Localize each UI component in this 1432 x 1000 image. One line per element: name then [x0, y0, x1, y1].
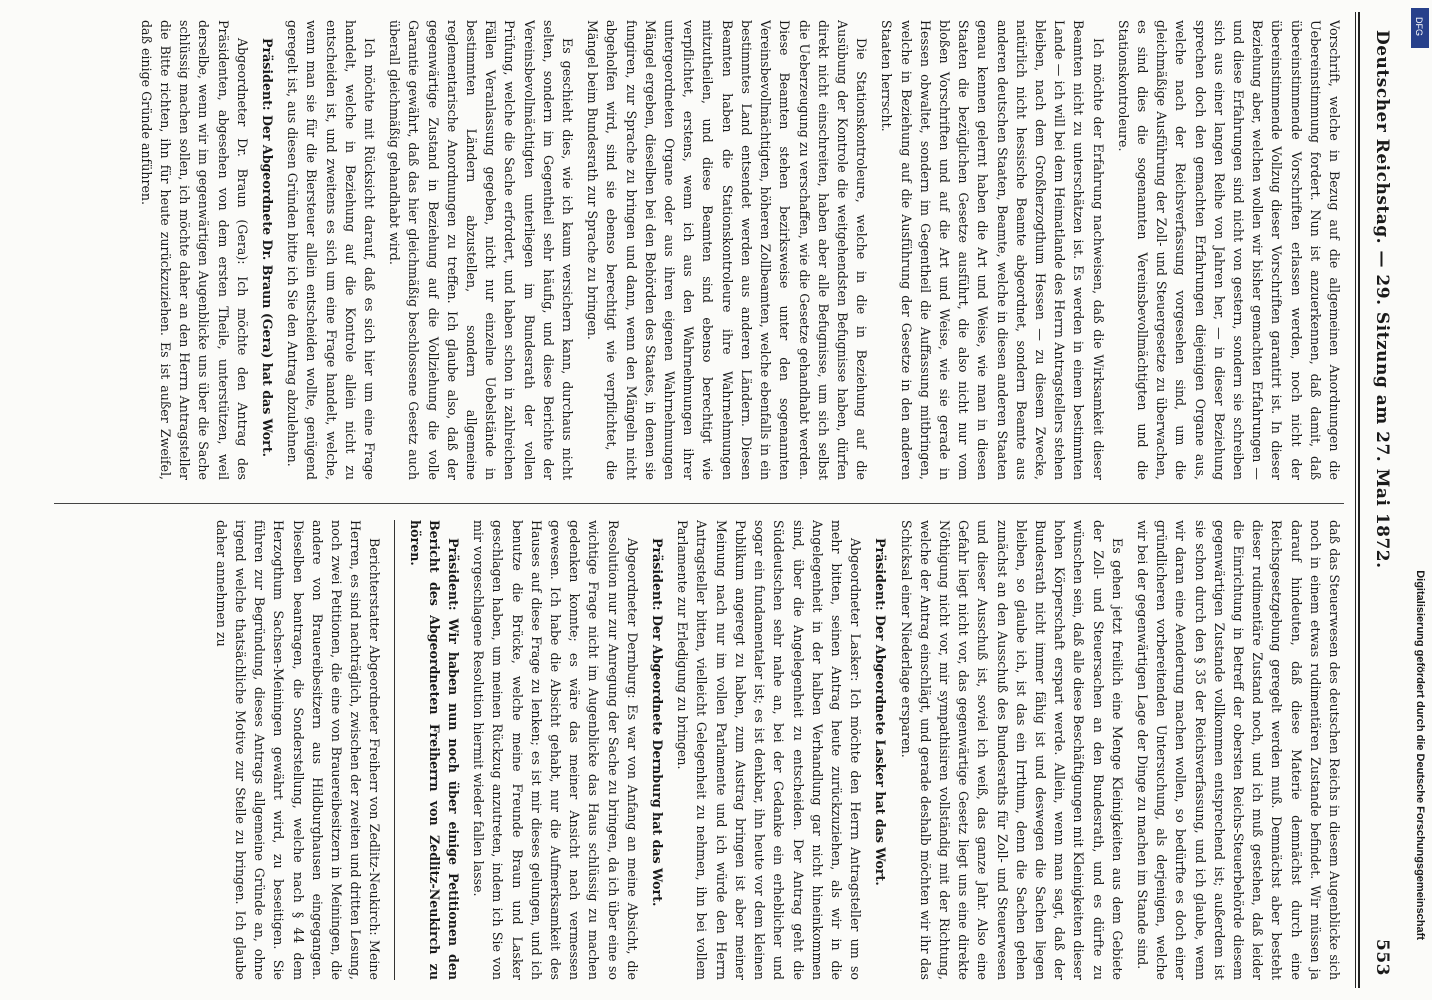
- left-paragraph: Ich möchte mit Rücksicht darauf, daß es sich hier um eine Frage handelt, welche in Beziehung auf die Kontrole allein nicht zu entscheiden ist, und zweitens es sich um eine Frage handelt, welche, wenn man sie für die Biersteuer allein entscheiden wollte, genügend geregelt ist, aus diesen Gründen bitte ich Sie den Antrag abzulehnen.: [285, 20, 378, 480]
- left-paragraph: Ich möchte der Erfahrung nachweisen, daß die Wirksamkeit dieser Beamten nicht zu unterschätzen ist. Es werden in einem bestimmten Lande — ich will bei dem Heimatlande des Herrn Antragstellers stehen bleiben, nach dem Großherzogthum Hessen — zu diesem Zwecke, natürlich nicht hessische Beamte abgeordnet, sondern Beamte aus anderen deutschen Staaten, Beamte, welche in diesen anderen Staaten genau kennen gelernt haben die Art und Weise, wie man in diesen Staaten die bezüglichen Gesetze ausführt, die also nicht nur vom bloßen Vorschriften und auf die Art und Weise, wie sie gerade in Hessen obwaltet, sondern im Gegentheil die Auffassung mitbringen, welche in Beziehung auf die Ausführung der Gesetze in den anderen Staaten herrscht.: [879, 20, 1106, 480]
- digitization-stamp: [1408, 0, 1432, 1000]
- president-remark: Präsident: Der Abgeordnete Dr. Braun (Gera) hat das Wort.: [260, 38, 276, 458]
- right-paragraph: daß das Steuerwesen des deutschen Reichs in diesem Augenblicke sich noch in einem etwas rudimentären Zustande befindet. Wir müssen ja darauf hindeuten, daß diese Materie demnächst durch eine Reichsgesetzgebung geregelt werden muß. Demnächst aber besteht dieser rudimentäre Zustand noch, und ich muß gestehen, daß leider die Einrichtung in Betreff der obersten Reichs-Steuerbehörde diesem gegenwärtigen Zustande vollkommen entsprechend ist; außerdem ist sie schon durch den § 35 der Reichsverfassung, und ich glaube, wenn wir daran eine Aenderung machen wollen, so bedürfte es doch einer gründlicheren vorbereitenden Untersuchung, als derjenigen, welche wir bei der gegenwärtigen Lage der Dinge zu machen im Stande sind.: [1134, 520, 1342, 980]
- left-paragraph: Es geschieht dies, wie ich kaum versichern kann, durchaus nicht selten, sondern im Gegentheil sehr häufig, und diese Berichte der Vereinsbevollmächtigten unterliegen im Bundesrath der vollen Prüfung, welche die Sache erfordert, und haben schon in zahlreichen Fällen Veranlassung gegeben, nicht nur einzelne Uebelstände in bestimmten Ländern abzustellen, sondern allgemeine reglementarische Anordnungen zu treffen. Ich glaube also, daß der gegenwärtige Zustand in Beziehung auf die Vollziehung die volle Garantie gewährt, daß das hier gleichmäßig beschlossene Gesetz auch überall gleichmäßig gehandhabt wird.: [387, 20, 576, 480]
- right-paragraph: Es gehen jetzt freilich eine Menge Kleinigkeiten aus dem Gebiete der Zoll- und Steuersachen an den Bundesrath, und es dürfte zu wünschen sein, daß alle diese Beschäftigungen mit Kleinigkeiten dieser hohen Körperschaft erspart werde. Allein, wenn man sagt, daß der Bundesrath nicht immer fähig ist und deswegen die Sachen liegen bleiben, so glaube ich, ist das ein Irrthum, denn die Sachen gehen zunächst an den Ausschuß des Bundesraths für Zoll- und Steuerwesen und dieser Ausschuß ist, soviel ich weiß, das ganze Jahr. Also eine Gefahr liegt nicht vor, das gegenwärtige Gesetz liegt uns eine direkte Nöthigung nicht vor, mir sympathisiren vollständig mit der Richtung, welche der Antrag einschlägt, und gerade deshalb möchten wir ihr das Schicksal einer Niederlage ersparen.: [898, 520, 1125, 980]
- column-divider: [54, 503, 1344, 504]
- president-remark: Präsident: Der Abgeordnete Dernburg hat das Wort.: [650, 538, 666, 907]
- speech-zedlitz: Berichterstatter Abgeordneter Freiherr von Zedlitz-Neukirch: Meine Herren, es sind nachträglich, zwischen der zweiten und dritten Lesung, noch zwei Petitionen, die eine von Brauereibesitzern in Meiningen, die andere von Brauereibesitzern aus Hildburghausen eingegangen. Dieselben beantragen, die Sonderstellung, welche nach § 44 dem Herzogthum Sachsen-Meiningen gewährt wird, zu beseitigen. Sie führen zur Begründung, dieses Antrags allgemeine Gründe an, ohne irgend welche thatsächliche Motive zur Stelle zu bringen. Ich glaube daher annehmen zu: [213, 520, 383, 980]
- left-paragraph: Vorschrift, welche in Bezug auf die allgemeinen Anordnungen die Uebereinstimmung fordert. Nun ist anzuerkennen, daß damit, daß übereinstimmende Vorschriften erlassen werden, noch nicht der übereinstimmende Vollzug dieser Vorschriften garantirt ist. In dieser Beziehung aber, welchen wollen wir bisher gemachten Erfahrungen — und diese Erfahrungen sind nicht von gestern, sondern sie schreiben sich aus einer langen Reihe von Jahren her, — in dieser Beziehung sprechen doch den gemachten Erfahrungen diejenigen Organe aus, welche nach der Reichsverfassung vorgesehen sind, um die gleichmäßige Ausführung der Zoll- und Steuergesetze zu überwachen, es sind dies die sogenannten Vereinsbevollmächtigten und die Stationskontroleure.: [1115, 20, 1342, 480]
- header-rule: [1358, 12, 1360, 988]
- president-remark: Präsident: Der Abgeordnete Lasker hat das Wort.: [873, 538, 889, 886]
- right-column: [54, 520, 1344, 980]
- dfg-logo-text: DFG: [1414, 17, 1424, 36]
- left-paragraph: Die Stationskontroleure, welche in die in Beziehung auf die Ausübung der Kontrole die weitgehendsten Befugnisse haben, dürfen direkt nicht einschreiten, haben aber alle Befugnisse, um sich selbst die Ueberzeugung zu verschaffen, wie die Gesetze gehandhabt werden. Diese Beamten stehen bezirksweise unter den sogenannten Vereinsbevollmächtigten, höheren Zollbeamten, welche ebenfalls in ein bestimmtes Land entsendet werden aus anderen Ländern. Diesen Beamten haben die Stationskontroleure ihre Wahrnehmungen mitzutheilen, und diese Beamten sind ebenso berechtigt wie verpflichtet, erstens, wenn ich aus den Wahrnehmungen ihrer untergeordneten Organe oder aus ihren eigenen Wahrnehmungen Mängel ergeben, dieselben bei den Behörden des Staates, in denen sie fungiren, zur Sprache zu bringen und dann, wenn den Mängeln nicht abgeholfen wird, sind sie ebenso berechtigt wie verpflichtet, die Mängel beim Bundesrath zur Sprache zu bringen.: [585, 20, 870, 480]
- dfg-logo: [1411, 8, 1429, 48]
- president-remark: Präsident: Wir haben nun noch über einige Petitionen den Bericht des Abgeordneten Freiherrn von Zedlitz-Neukirch zu hören.: [407, 520, 462, 980]
- stamp-text: Digitalisierung gefördert durch die Deutsche Forschungsgemeinschaft: [1414, 570, 1426, 940]
- header-rule-thin: [1355, 12, 1356, 988]
- speech-braun: Abgeordneter Dr. Braun (Gera): Ich möchte den Antrag des Präsidenten, abgesehen von dem ersten Theile, unterstützen, weil derselbe, wenn wir im gegenwärtigen Augenblicke uns über die Sache schlüssig machen sollen, ich möchte daher an den Herrn Antragsteller die Bitte richten, ihn für heute zurückzuziehen. Es ist außer Zweifel, daß einige Gründe anführen.: [138, 20, 250, 480]
- left-column: [54, 20, 1344, 480]
- speech-dernburg: Abgeordneter Dernburg: Es war von Anfang an meine Absicht, die Resolution nur zur Anregung der Sache zu bringen, da ich über eine so wichtige Frage nicht im Augenblicke das Haus schlüssig zu machen gedenken konnte; es wäre das meiner Ansicht nach vermessen gewesen. Ich habe die Absicht gehabt, nur die Aufmerksamkeit des Hauses auf diese Frage zu lenken; es ist mir dieses gelungen, und ich benutze die Brücke, welche meine Freunde Braun und Lasker geschlagen haben, um meinen Rückzug anzutreten, indem ich Sie von mir vorgeschlagene Resolution hiermit wieder fallen lasse.: [471, 520, 640, 980]
- page-header: Deutscher Reichstag. — 29. Sitzung am 27. Mai 1872.: [1372, 30, 1392, 569]
- page-number: 553: [1372, 939, 1392, 976]
- section-separator: [394, 520, 395, 980]
- speech-lasker: Abgeordneter Lasker: Ich möchte den Herrn Antragsteller um so mehr bitten, seinen Antrag heute zurückzuziehen, als wir in die Angelegenheit in der halben Verhandlung gar nicht hineinkommen sind, über die Angelegenheit zu entscheiden. Der Antrag geht die Süddeutschen sehr nahe an, bei der Gedanke ein erheblicher und sogar ein fundamentaler ist; es ist denkbar, ihn heute vor dem kleinen Publikum angeregt zu haben, zum Austrag bringen ist aber meiner Meinung nach nur im vollen Parlamente und ich würde den Herrn Antragsteller bitten, vielleicht Gelegenheit zu nehmen, ihn bei vollem Parlamente zur Erledigung zu bringen.: [675, 520, 864, 980]
